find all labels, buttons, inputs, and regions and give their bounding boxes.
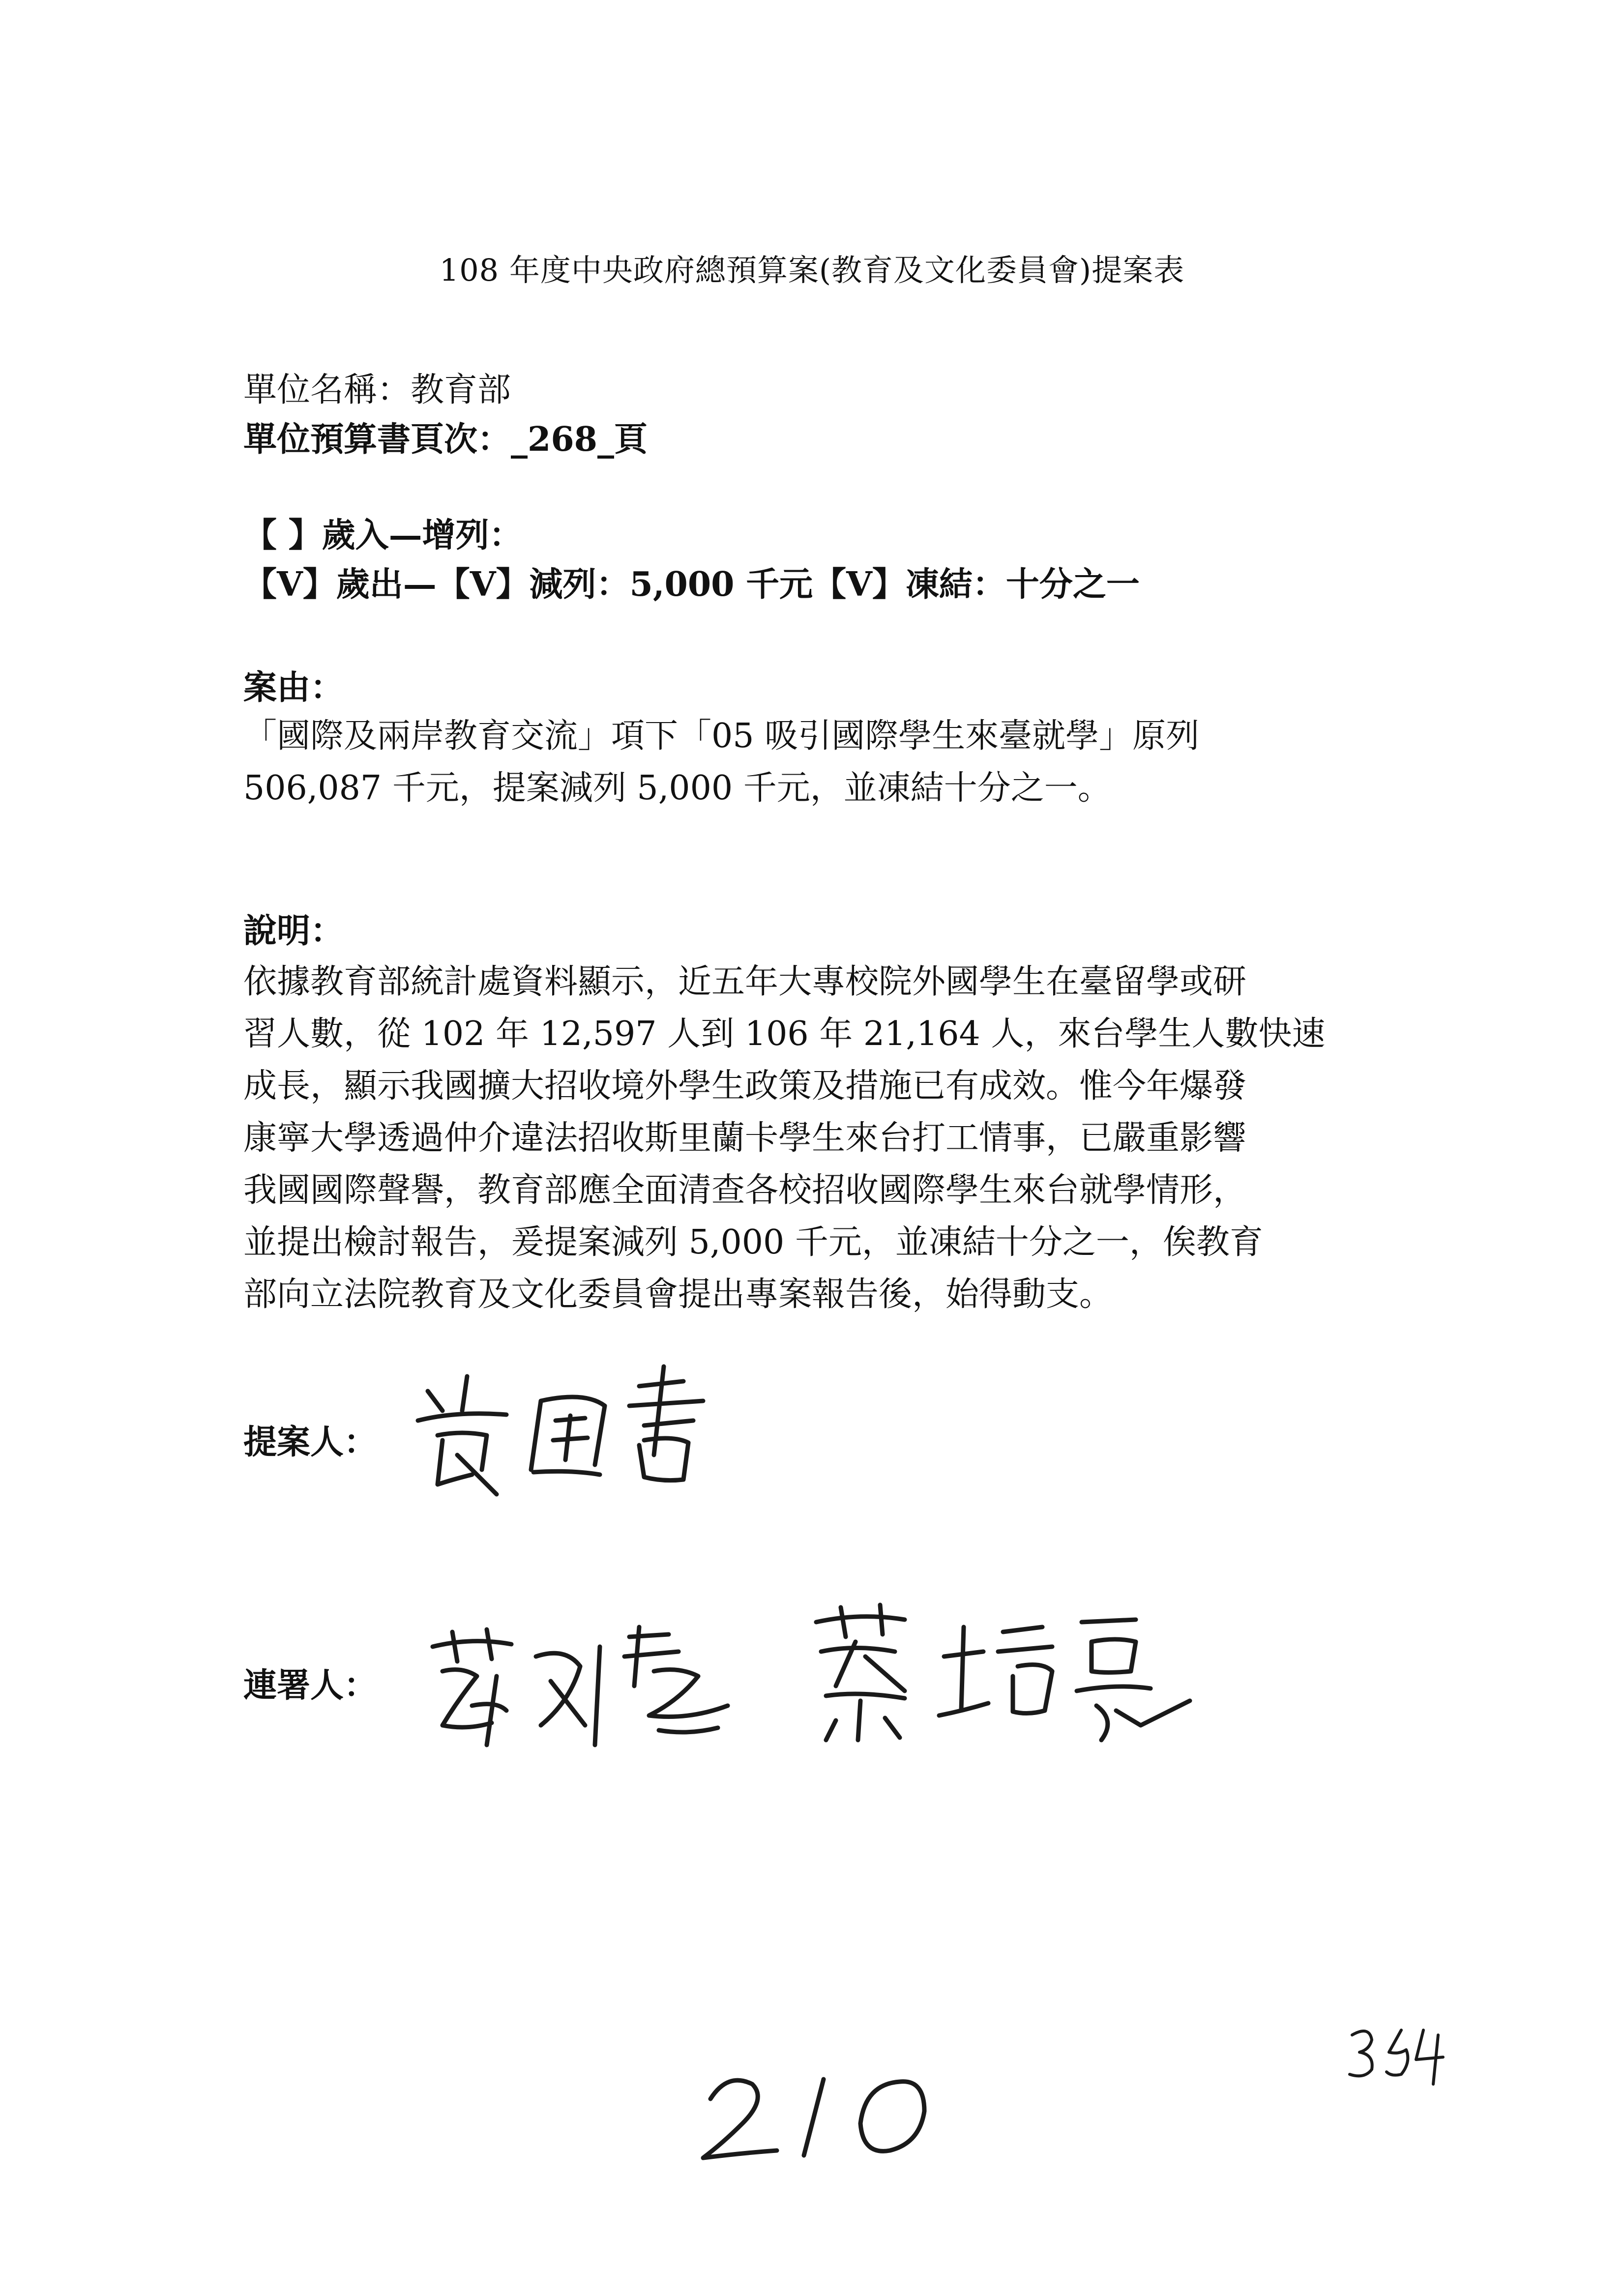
reason-heading: 案由： [243,668,344,707]
proposer-signature [408,1357,752,1504]
explanation-line: 部向立法院教育及文化委員會提出專案報告後，始得動支。 [243,1275,1113,1314]
explanation-line: 我國國際聲譽，教育部應全面清查各校招收國際學生來台就學情形， [243,1171,1247,1210]
reason-line: 506,087 千元，提案減列 5,000 千元，並凍結十分之一。 [243,769,1111,808]
handwritten-corner-number [1342,2015,1455,2089]
reason-body [243,710,1384,814]
reason-line: 「國際及兩岸教育交流」項下「05 吸引國際學生來臺就學」原列 [243,717,1200,756]
cosigner-label: 連署人： [243,1666,378,1705]
expenditure-line: 【V】歲出—【V】減列：5,000 千元【V】凍結：十分之一 [243,565,1140,604]
page-title: 108 年度中央政府總預算案(教育及文化委員會)提案表 [439,252,1185,288]
explanation-line: 康寧大學透過仲介違法招收斯里蘭卡學生來台打工情事，已嚴重影響 [243,1119,1247,1158]
explanation-line: 並提出檢討報告，爰提案減列 5,000 千元，並凍結十分之一，俟教育 [243,1223,1263,1262]
cosigner-signature-2 [797,1598,1200,1760]
proposer-label: 提案人： [243,1423,378,1462]
cosigner-signature-1 [423,1617,738,1779]
handwritten-page-number [693,2064,949,2168]
explanation-line: 成長，顯示我國擴大招收境外學生政策及措施已有成效。惟今年爆發 [243,1067,1247,1105]
explanation-line: 依據教育部統計處資料顯示，近五年大專校院外國學生在臺留學或研 [243,962,1247,1001]
revenue-line: 【 】歲入—增列： [243,516,523,555]
explanation-body [243,956,1384,1321]
budget-page-reference: 單位預算書頁次：_268_頁 [243,420,648,459]
unit-name: 單位名稱：教育部 [243,371,511,409]
explanation-heading: 說明： [243,911,344,951]
explanation-line: 習人數，從 102 年 12,597 人到 106 年 21,164 人，來台學生人數快速 [243,1015,1326,1053]
